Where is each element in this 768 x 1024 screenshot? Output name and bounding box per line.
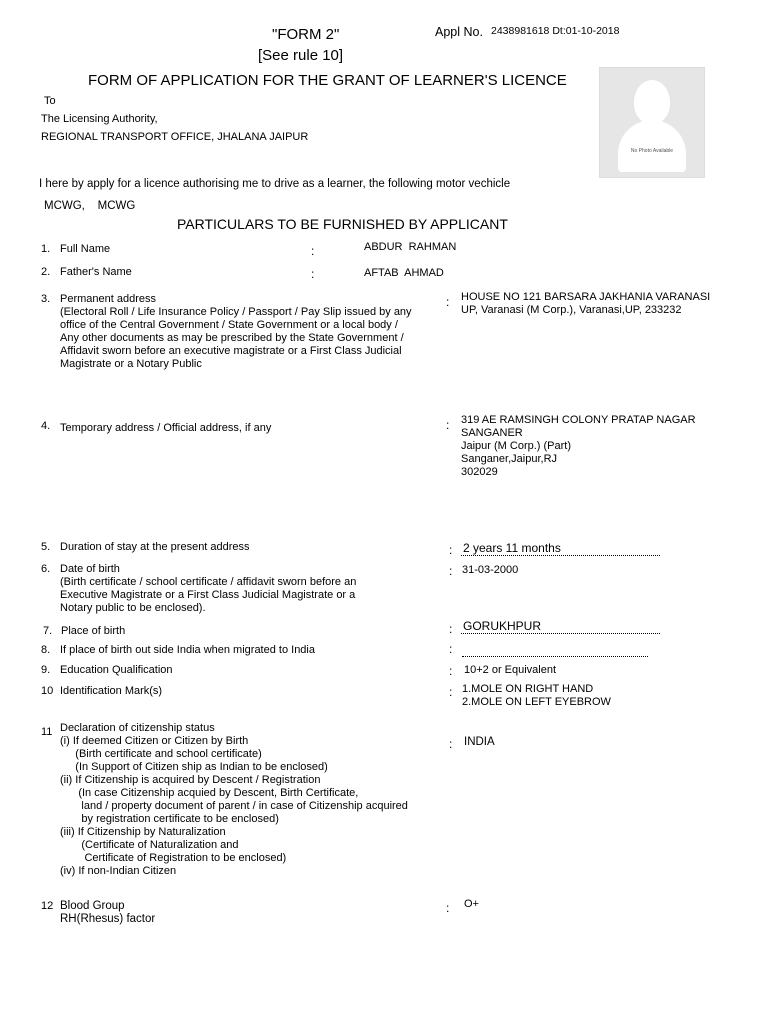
field-6-label: Date of birth — [60, 563, 120, 575]
field-5-label: Duration of stay at the present address — [60, 541, 250, 553]
field-4-label: Temporary address / Official address, if any — [60, 422, 272, 434]
addressee-office: REGIONAL TRANSPORT OFFICE, JHALANA JAIPUR — [41, 131, 309, 143]
person-silhouette-head — [634, 80, 670, 124]
section-title: PARTICULARS TO BE FURNISHED BY APPLICANT — [177, 216, 508, 232]
field-7-label: Place of birth — [61, 625, 126, 637]
field-7-value: GORUKHPUR — [461, 619, 660, 634]
field-12-label: Blood Group RH(Rhesus) factor — [60, 900, 156, 925]
field-9-number: 9. — [41, 664, 51, 676]
field-2-label: Father's Name — [60, 266, 132, 278]
field-5-number: 5. — [41, 541, 51, 553]
person-silhouette-body — [618, 120, 686, 172]
field-11-value: INDIA — [464, 736, 495, 748]
field-11-instructions: (i) If deemed Citizen or Citizen by Birth (Birth certificate and school certificate) (In Support of Citizen ship as Indian to be enclosed) (ii) If Citizenship is acquired by Descent / Registration (In case Citizenship acquied by Descent, Birth Certificate, land / property document of parent / in case of Citizenship acquired by registration certificate to be enclosed) (iii) If Citizenship by Naturalization (Certificate of Naturalization and Certificate of Registration to be enclosed) (iv) If non-Indian Citizen — [60, 735, 408, 877]
field-1-value: ABDUR RAHMAN — [364, 241, 457, 253]
rule-reference: [See rule 10] — [258, 47, 344, 64]
field-3-label: Permanent address — [60, 293, 156, 305]
field-4-number: 4. — [41, 420, 51, 432]
field-7-number: 7. — [43, 625, 53, 637]
field-2-colon: : — [311, 267, 315, 281]
appl-no-label: Appl No. — [435, 25, 483, 39]
field-6-instructions: (Birth certificate / school certificate / affidavit sworn before an Executive Magistrate or a First Class Judicial Magistrate or a Notary public to be enclosed). — [60, 576, 357, 614]
field-8-label: If place of birth out side India when migrated to India — [60, 644, 315, 656]
field-2-value: AFTAB AHMAD — [364, 267, 444, 279]
application-intro: I here by apply for a licence authorising me to drive as a learner, the following motor vechicle — [39, 178, 511, 190]
applicant-photo-placeholder — [599, 67, 705, 178]
field-6-number: 6. — [41, 563, 51, 575]
field-3-value: HOUSE NO 121 BARSARA JAKHANIA VARANASI UP, Varanasi (M Corp.), Varanasi,UP, 233232 — [461, 291, 711, 316]
field-3-instructions: (Electoral Roll / Life Insurance Policy / Passport / Pay Slip issued by any office of the Central Government / State Government or a local body / Any other documents as may be prescribed by the State Government / Affidavit sworn before an executive magistrate or a First Class Judicial Magistrate or a Notary Public — [60, 306, 412, 370]
field-5-value: 2 years 11 months — [461, 541, 660, 556]
field-1-colon: : — [311, 244, 315, 258]
field-1-number: 1. — [41, 243, 51, 255]
field-11-colon: : — [449, 737, 453, 751]
field-6-colon: : — [449, 564, 453, 578]
field-8-value — [462, 643, 648, 657]
form-number: "FORM 2" — [272, 26, 340, 43]
field-4-value: 319 AE RAMSINGH COLONY PRATAP NAGAR SANGANER Jaipur (M Corp.) (Part) Sanganer,Jaipur,RJ 302029 — [461, 414, 696, 478]
vehicle-classes: MCWG, MCWG — [44, 200, 136, 212]
field-10-label: Identification Mark(s) — [60, 685, 163, 697]
form-title: FORM OF APPLICATION FOR THE GRANT OF LEARNER'S LICENCE — [88, 72, 567, 89]
field-9-colon: : — [449, 664, 453, 678]
field-12-colon: : — [446, 901, 450, 915]
field-4-colon: : — [446, 418, 450, 432]
field-11-number: 11 — [41, 726, 53, 738]
field-9-value: 10+2 or Equivalent — [464, 664, 557, 676]
field-7-colon: : — [449, 622, 453, 636]
field-12-number: 12 — [41, 900, 54, 912]
field-6-value: 31-03-2000 — [462, 564, 519, 576]
field-3-number: 3. — [41, 293, 51, 305]
field-2-number: 2. — [41, 266, 51, 278]
addressee-to: To — [44, 95, 56, 107]
field-12-value: O+ — [464, 898, 479, 910]
field-10-value: 1.MOLE ON RIGHT HAND 2.MOLE ON LEFT EYEBROW — [462, 683, 611, 708]
field-9-label: Education Qualification — [60, 664, 173, 676]
addressee-authority: The Licensing Authority, — [41, 113, 158, 125]
field-3-colon: : — [446, 295, 450, 309]
field-10-number: 10 — [41, 685, 54, 697]
field-8-number: 8. — [41, 644, 51, 656]
field-11-label: Declaration of citizenship status — [60, 722, 215, 734]
field-8-colon: : — [449, 642, 453, 656]
photo-caption: No Photo Available — [630, 148, 674, 154]
appl-no-value: 2438981618 Dt:01-10-2018 — [491, 25, 620, 37]
field-5-colon: : — [449, 543, 453, 557]
field-1-label: Full Name — [60, 243, 111, 255]
field-10-colon: : — [449, 685, 453, 699]
